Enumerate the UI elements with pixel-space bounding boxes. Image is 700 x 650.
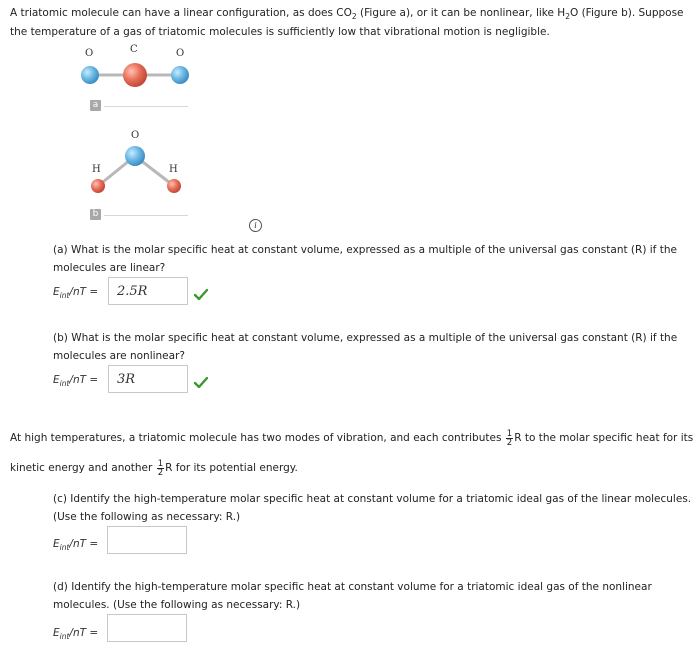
part-b-answer-label: $E_{int}/nT$ =	[53, 374, 99, 388]
hydrogen-atom-left	[91, 179, 105, 193]
oxygen-atom-right	[171, 66, 189, 84]
oxygen-atom	[125, 146, 145, 166]
hydrogen-atom-right	[167, 179, 181, 193]
co2-molecule-diagram	[75, 55, 195, 95]
part-c-answer-input[interactable]	[107, 526, 187, 554]
info-icon[interactable]: i	[249, 219, 262, 232]
part-d-answer-input[interactable]	[107, 614, 187, 642]
part-a-correct-check-icon	[194, 289, 208, 300]
part-b-correct-check-icon	[194, 377, 208, 388]
h2o-molecule-diagram	[85, 140, 195, 200]
part-c-answer-label: $E_{int}/nT$ =	[53, 538, 99, 552]
atom-label-o-left: O	[85, 48, 94, 59]
high-temp-text-line-1: At high temperatures, a triatomic molecule has two modes of vibration, and each contributes $\frac{1}{2}$ R to the molar specific heat for its	[10, 428, 694, 448]
fraction-one-half: $\frac{1}{2}$	[506, 428, 513, 448]
atom-label-o-top: O	[131, 130, 140, 141]
part-b-question-line-1: (b) What is the molar specific heat at constant volume, expressed as a multiple of the universal gas constant (R) if the	[53, 332, 678, 344]
part-b-answer-input[interactable]	[108, 365, 188, 393]
figure-a-divider	[104, 106, 188, 107]
part-c-question-line-2: (Use the following as necessary: R.)	[53, 511, 241, 523]
atom-label-c: C	[130, 44, 138, 55]
fraction-one-half: $\frac{1}{2}$	[157, 458, 164, 478]
atom-label-o-right: O	[176, 48, 185, 59]
atom-label-h-left: H	[92, 164, 101, 175]
part-b-question-line-2: molecules are nonlinear?	[53, 350, 185, 362]
atom-label-h-right: H	[169, 164, 178, 175]
high-temp-text-line-2: kinetic energy and another $\frac{1}{2}$ R for its potential energy.	[10, 458, 298, 478]
part-d-answer-label: $E_{int}/nT$ =	[53, 627, 99, 641]
part-a-question-line-1: (a) What is the molar specific heat at constant volume, expressed as a multiple of the universal gas constant (R) if the	[53, 244, 677, 256]
figure-b-divider	[104, 215, 188, 216]
part-d-question-line-1: (d) Identify the high-temperature molar specific heat at constant volume for a triatomic ideal gas of the nonlinear	[53, 581, 652, 593]
part-a-answer-input[interactable]	[108, 277, 188, 305]
intro-text-line-1: A triatomic molecule can have a linear configuration, as does $CO_2$ (Figure a), or it can be nonlinear, like $H_2O$ (Figure b). Suppose	[10, 7, 684, 21]
intro-text-line-2: the temperature of a gas of triatomic molecules is sufficiently low that vibrational motion is negligible.	[10, 26, 550, 38]
figure-b-tag: b	[90, 209, 101, 220]
part-d-question-line-2: molecules. (Use the following as necessary: R.)	[53, 599, 301, 611]
part-c-question-line-1: (c) Identify the high-temperature molar specific heat at constant volume for a triatomic ideal gas of the linear molecules.	[53, 493, 692, 505]
figure-a-tag: a	[90, 100, 101, 111]
carbon-atom	[123, 63, 147, 87]
part-a-question-line-2: molecules are linear?	[53, 262, 166, 274]
oxygen-atom-left	[81, 66, 99, 84]
part-a-answer-label: $E_{int}/nT$ =	[53, 286, 99, 300]
